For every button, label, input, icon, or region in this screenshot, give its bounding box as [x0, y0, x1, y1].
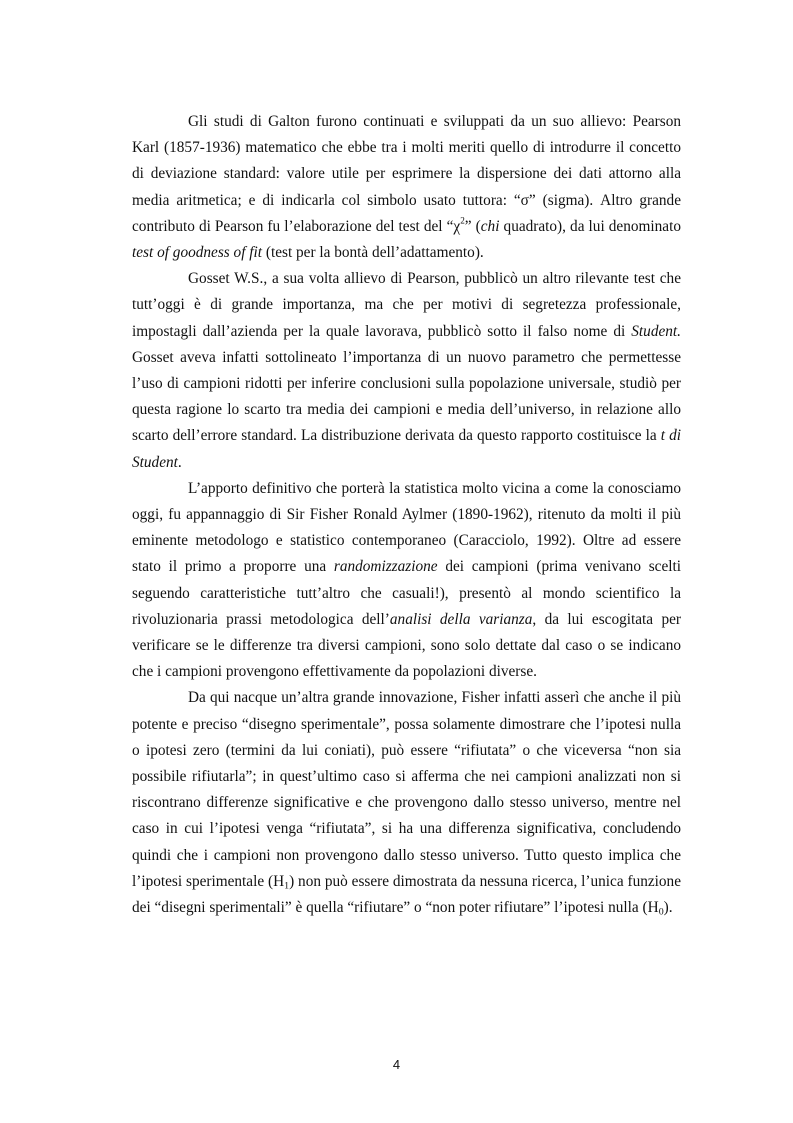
superscript-run: 2 — [460, 215, 465, 226]
subscript-run: 0 — [658, 906, 664, 918]
italic-run: analisi della varianza — [389, 610, 533, 628]
page-number: 4 — [392, 1057, 401, 1072]
italic-run: chi — [480, 217, 500, 235]
italic-run: randomizzazione — [333, 558, 438, 576]
subscript-run: 1 — [284, 880, 290, 892]
paragraph-fisher: L’apporto definitivo che porterà la statistica molto vicina a come la conosciamo oggi, fu appannaggio di Sir Fisher Ronald Aylmer (1890-1962), ritenuto da molti il più eminente metodologo e statistico contemporaneo (Caracciolo, 1992). Oltre ad essere stato il primo a proporre una randomizzazione dei campioni (prima venivano scelti seguendo caratteristiche tutt’altro che casuali!), presentò al mondo scientifico la rivoluzionaria prassi metodologica dell’analisi della varianza, da lui escogitata per verificare se le differenze tra diversi campioni, sono solo dettate dal caso o se indicano che i campioni provengono effettivamente da popolazioni diverse. — [132, 479, 681, 681]
body-text — [132, 109, 681, 921]
paragraph-null-hypothesis: Da qui nacque un’altra grande innovazione, Fisher infatti asserì che anche il più potente e preciso “disegno sperimentale”, possa solamente dimostrare che l’ipotesi nulla o ipotesi zero (termini da lui coniati), può essere “rifiutata” o che viceversa “non sia possibile rifiutarla”; in quest’ultimo caso si afferma che nei campioni analizzati non si riscontrano differenze significative e che provengono dallo stesso universo, mentre nel caso in cui l’ipotesi venga “rifiutata”, si ha una differenza significativa, concludendo quindi che i campioni non provengono dallo stesso universo. Tutto questo implica che l’ipotesi sperimentale $(H_1)$ non può essere dimostrata da nessuna ricerca, l’unica funzione dei “disegni sperimentali” è quella “rifiutare” o “non poter rifiutare” l’ipotesi nulla $(H_0)$. — [132, 689, 681, 918]
italic-run: t di Student — [132, 427, 681, 471]
italic-run: Student. — [631, 322, 681, 340]
paragraph-gosset-student: Gosset W.S., a sua volta allievo di Pearson, pubblicò un altro rilevante test che tutt’oggi è di grande importanza, ma che per motivi di segretezza professionale, impostagli dall’azienda per la quale lavorava, pubblicò sotto il falso nome di Student. Gosset aveva infatti sottolineato l’importanza di un nuovo parametro che permettesse l’uso di campioni ridotti per inferire conclusioni sulla popolazione universale, studiò per questa ragione lo scarto tra media dei campioni e media dell’universo, in relazione allo scarto dell’errore standard. La distribuzione derivata da questo rapporto costituisce la t di Student. — [132, 270, 681, 471]
italic-run: test of goodness of fit — [132, 244, 263, 262]
paragraph-galton-pearson: Gli studi di Galton furono continuati e sviluppati da un suo allievo: Pearson Karl (1857-1936) matematico che ebbe tra i molti meriti quello di introdurre il concetto di deviazione standard: valore utile per esprimere la dispersione dei dati attorno alla media aritmetica; e di indicarla col simbolo usato tuttora: “σ” (sigma). Altro grande contributo di Pearson fu l’elaborazione del test del “$\chi^2$” (chi quadrato), da lui denominato test of goodness of fit (test per la bontà dell’adattamento). — [132, 113, 681, 262]
